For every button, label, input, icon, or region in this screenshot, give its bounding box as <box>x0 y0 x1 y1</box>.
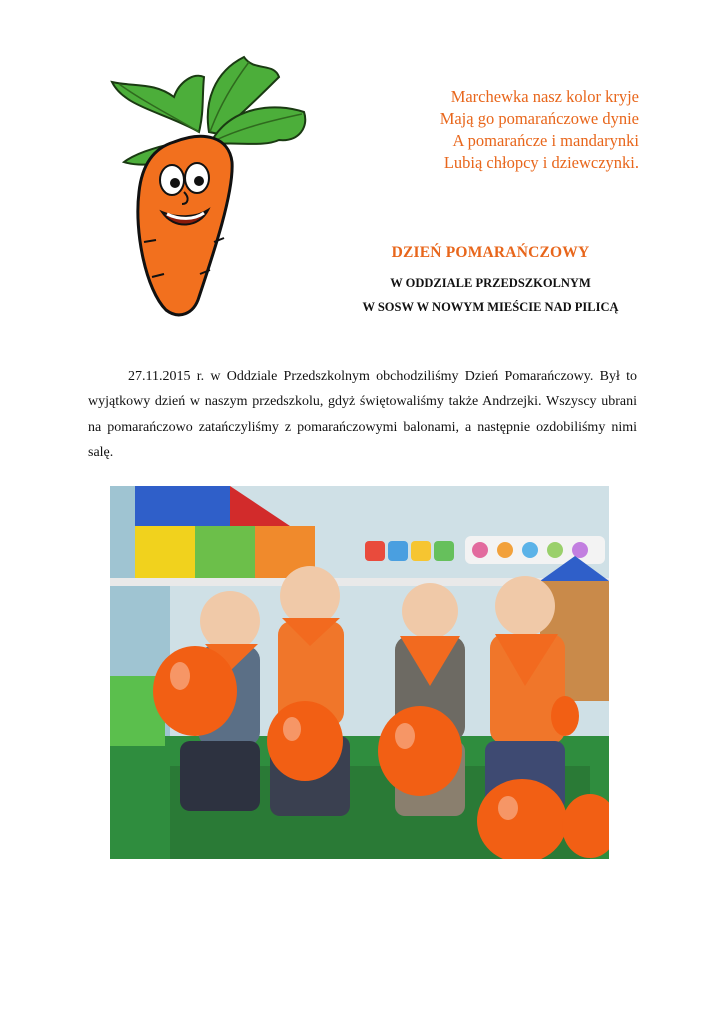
body-paragraph <box>88 364 637 465</box>
poem-line: A pomarańcze i mandarynki <box>452 131 639 150</box>
poem <box>440 86 639 174</box>
page-title: DZIEŃ POMARAŃCZOWY <box>391 244 590 261</box>
poem-line: Lubią chłopcy i dziewczynki. <box>443 153 639 172</box>
poem-line: Mają go pomarańczowe dynie <box>439 109 639 128</box>
carrot-illustration <box>104 52 322 324</box>
poem-line: Marchewka nasz kolor kryje <box>450 87 639 106</box>
subtitle-line-2: W SOSW W NOWYM MIEŚCIE NAD PILICĄ <box>362 300 619 314</box>
body-text: 27.11.2015 r. w Oddziale Przedszkolnym obchodziliśmy Dzień Pomarańczowy. Był to wyjątkowy dzień w naszym przedszkolu, gdyż świętowaliśmy także Andrzejki. Wszyscy ubrani na pomarańczowo zatańczyliśmy z pomarańczowymi balonami, a następnie ozdobiliśmy nimi salę. <box>88 369 637 460</box>
subtitle-line-1: W ODDZIALE PRZEDSZKOLNYM <box>390 276 591 290</box>
class-photo <box>110 486 609 859</box>
